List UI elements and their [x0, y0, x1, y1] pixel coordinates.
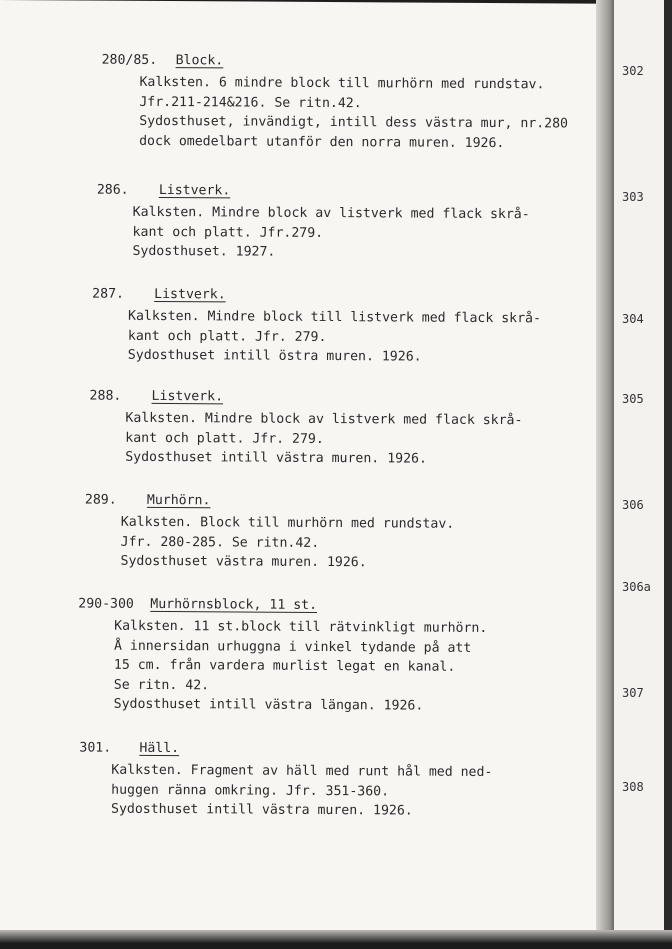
next-page-number: 302 — [622, 64, 644, 78]
entry-line: Kalksten. Mindre block av listverk med flack skrå- — [125, 410, 523, 429]
entry-line: Kalksten. 11 st.block till rätvinkligt murhörn. — [114, 618, 488, 636]
entry-heading: Listverk. — [158, 182, 231, 199]
entry-line: Sydosthuset intill västra muren. 1926. — [111, 801, 413, 819]
entry-line: Se ritn. 42. — [113, 677, 210, 693]
entry-body — [132, 203, 529, 264]
entry-number: 301. — [79, 740, 112, 756]
entry-line: dock omedelbart utanför den norra muren. 1926. — [139, 133, 505, 151]
entry-number: 290-300 — [78, 596, 134, 612]
entry-line: Sydosthuset, invändigt, intill dess västra mur, nr.280 — [139, 113, 569, 132]
entry-line: Sydosthuset. 1927. — [132, 243, 276, 260]
scan-bottom-edge — [0, 930, 672, 949]
next-page-number: 306 — [622, 498, 644, 512]
entry-body — [121, 513, 455, 574]
entry-line: Kalksten. Mindre block till listverk med flack skrå- — [128, 308, 541, 327]
next-page-number: 305 — [622, 392, 644, 406]
next-page-edge — [614, 0, 672, 949]
entry-heading: Listverk. — [151, 388, 224, 405]
next-page-number: 304 — [622, 312, 644, 326]
entry-line: 15 cm. från vardera murlist legat en kanal. — [113, 657, 456, 675]
entry-heading: Murhörnsblock, 11 st. — [150, 596, 318, 613]
entry-heading: Murhörn. — [146, 492, 211, 509]
page-edge-shadow — [664, 0, 672, 949]
entry-number: 289. — [84, 492, 117, 508]
entry-number: 286. — [96, 182, 129, 198]
entry-line: Kalksten. Block till murhörn med rundstav. — [120, 514, 455, 532]
entry-line: Kalksten. Mindre block av listverk med flack skrå- — [132, 204, 530, 223]
entry-number: 280/85. — [101, 52, 158, 68]
entry-line: kant och platt. Jfr. 279. — [127, 328, 327, 345]
entry-line: Sydosthuset intill västra muren. 1926. — [125, 449, 427, 467]
entry-line: Kalksten. Fragment av häll med runt hål med ned- — [111, 762, 493, 781]
entry-line: Sydosthuset intill västra längan. 1926. — [113, 696, 424, 714]
entry-line: Å innersidan urhuggna i vinkel tydande på att — [114, 638, 472, 656]
entry-body — [114, 617, 488, 717]
entry-number: 287. — [92, 286, 125, 302]
entry-line: huggen ränna omkring. Jfr. 351-360. — [111, 782, 390, 799]
entry-line: Jfr. 280-285. Se ritn.42. — [120, 534, 320, 551]
next-page-number: 307 — [622, 686, 644, 700]
next-page-number: 308 — [622, 780, 644, 794]
entry-body — [128, 307, 541, 368]
entry-body — [139, 73, 568, 154]
entry-body — [111, 761, 492, 822]
entry-heading: Block. — [175, 53, 224, 69]
entry-line: Kalksten. 6 mindre block till murhörn med rundstav. — [139, 74, 545, 93]
next-page-number: 306a — [622, 580, 651, 594]
entry-body — [125, 409, 522, 470]
next-page-number: 303 — [622, 190, 644, 204]
entry-number: 288. — [89, 388, 122, 404]
entry-heading: Listverk. — [154, 286, 226, 303]
entry-line: kant och platt. Jfr. 279. — [125, 430, 324, 447]
entry-line: Sydosthuset intill östra muren. 1926. — [127, 347, 422, 365]
entry-line: Jfr.211-214&216. Se ritn.42. — [139, 94, 362, 111]
entry-line: Sydosthuset västra muren. 1926. — [120, 553, 367, 571]
entry-line: kant och platt. Jfr.279. — [132, 224, 324, 241]
entry-heading: Häll. — [139, 740, 180, 757]
